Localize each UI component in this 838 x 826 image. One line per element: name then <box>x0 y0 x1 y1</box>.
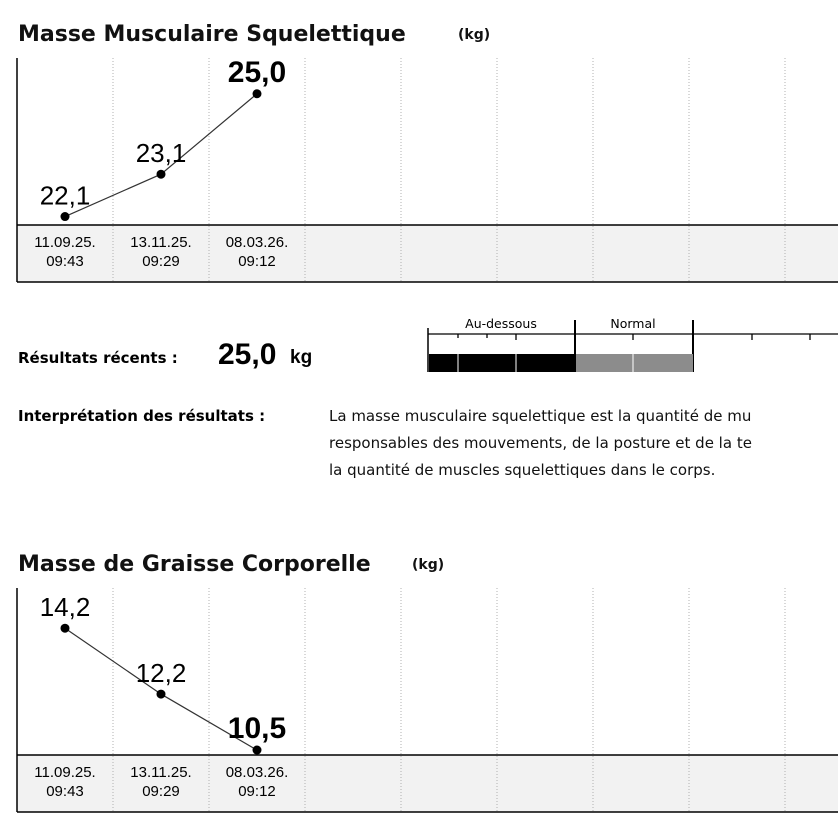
range-segment-normal <box>576 354 693 372</box>
fat-data-label: 14,2 <box>39 592 91 623</box>
range-fill <box>429 354 693 372</box>
muscle-x-tick-label: 09:29 <box>142 253 180 270</box>
fat-data-label: 10,5 <box>227 712 287 746</box>
muscle-chart-title: Masse Musculaire Squelettique <box>18 22 406 47</box>
muscle-x-tick-label: 13.11.25. <box>130 234 192 251</box>
muscle-data-label: 22,1 <box>39 180 91 211</box>
fat-x-tick-label: 09:43 <box>46 783 84 800</box>
range-bar <box>0 300 838 380</box>
recent-results-value: 25,0 <box>218 338 277 371</box>
fat-chart-title: Masse de Graisse Corporelle <box>18 552 371 577</box>
range-label-normal: Normal <box>610 316 656 331</box>
muscle-data-point <box>61 212 70 221</box>
interpretation-line-3: la quantité de muscles squelettiques dans le corps. <box>329 461 716 479</box>
muscle-x-tick-label: 09:43 <box>46 253 84 270</box>
fat-data-point <box>61 624 70 633</box>
range-segment-below <box>429 354 575 372</box>
fat-line-chart <box>0 588 838 818</box>
muscle-line-chart <box>0 58 838 288</box>
muscle-data-label: 25,0 <box>227 58 287 89</box>
interpretation-label: Interprétation des résultats : <box>18 407 266 425</box>
muscle-x-tick-label: 09:12 <box>238 253 276 270</box>
fat-x-tick-label: 09:12 <box>238 783 276 800</box>
fat-chart-unit: (kg) <box>412 557 445 573</box>
interpretation-line-2: responsables des mouvements, de la posture et de la te <box>329 434 752 452</box>
interpretation-line-1: La masse musculaire squelettique est la quantité de mu <box>329 407 752 425</box>
muscle-x-tick-label: 11.09.25. <box>34 234 96 251</box>
muscle-chart-unit: (kg) <box>458 27 491 43</box>
fat-x-tick-label: 08.03.26. <box>225 764 289 781</box>
muscle-x-tick-label: 08.03.26. <box>225 234 289 251</box>
fat-data-label: 12,2 <box>135 658 187 689</box>
muscle-data-point <box>157 170 166 179</box>
recent-results-unit: kg <box>290 347 313 368</box>
fat-data-point <box>253 746 262 755</box>
range-label-below: Au-dessous <box>465 316 537 331</box>
fat-x-tick-label: 11.09.25. <box>34 764 96 781</box>
fat-x-tick-label: 13.11.25. <box>130 764 192 781</box>
recent-results-label: Résultats récents : <box>18 349 178 367</box>
muscle-data-point <box>253 89 262 98</box>
fat-x-tick-label: 09:29 <box>142 783 180 800</box>
muscle-data-label: 23,1 <box>135 138 187 169</box>
fat-data-point <box>157 690 166 699</box>
